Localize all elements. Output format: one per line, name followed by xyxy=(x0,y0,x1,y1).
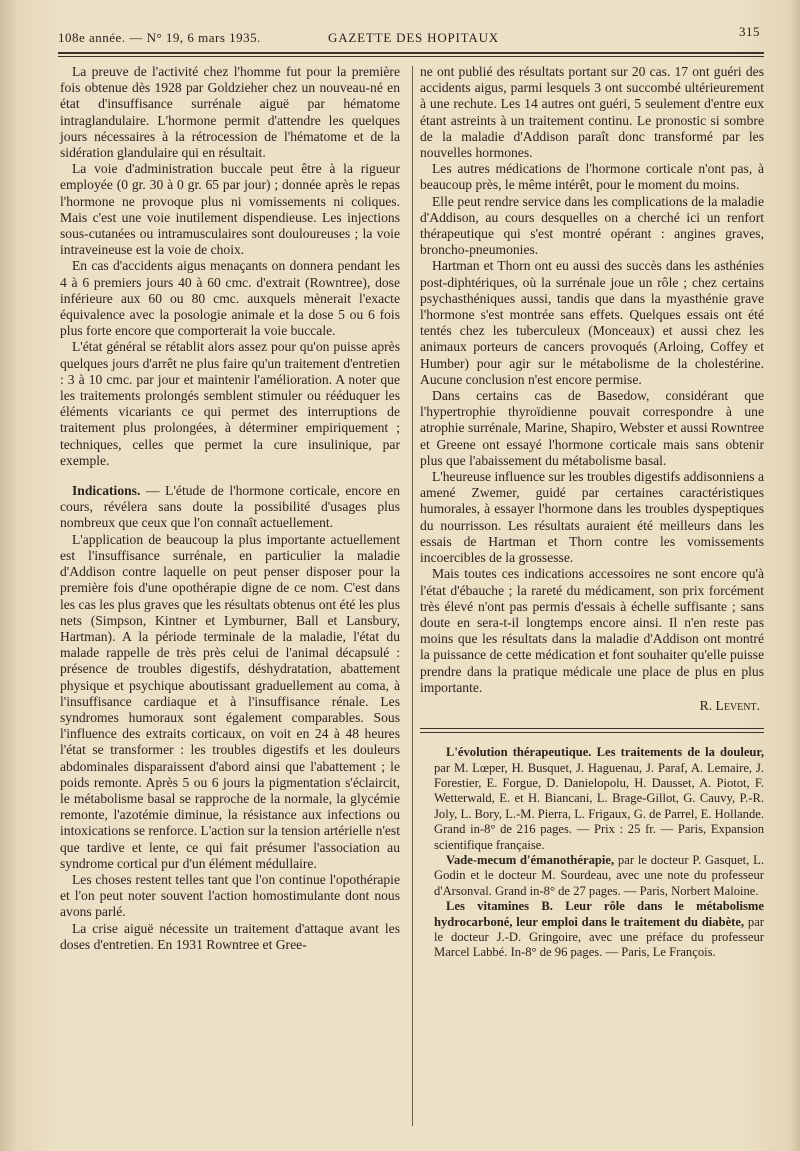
section-heading: Indications. xyxy=(72,483,141,499)
paragraph: Dans certains cas de Basedow, considérant que l'hypertrophie thyroïdienne pouvait correspondre à une atrophie surrénale, Marine, Shapiro, Webster et aussi Rowntree et Greene ont essayé l'hormone corticale mais sans obtenir plus que l'abaissement du métabolisme basal. xyxy=(420,388,764,468)
right-column xyxy=(420,64,764,961)
page-number: 315 xyxy=(739,24,760,39)
book-details: par le docteur J.-D. Gringoire, avec une préface du professeur Marcel Labbé. In-8° de 96 pages. — Paris, Le François. xyxy=(434,914,764,960)
bibliography-entry xyxy=(420,899,764,961)
paragraph: L'état général se rétablit alors assez pour qu'on puisse après quelques jours d'arrêt ne plus faire qu'un traitement d'entretien : 3 à 10 cmc. par jour et maintenir l'amélioration. A noter que les traitements prolongés semblent stimuler ou rééduquer les éléments vicariants ce qui permet des interruptions de traitement plus prolongées, à déterminer empiriquement ; techniques, celles que permet la cure insulinique, par exemple. xyxy=(60,339,400,468)
book-details: par M. Lœper, H. Busquet, J. Haguenau, J. Paraf, A. Lemaire, J. Forestier, E. Forgue, D. Danielopolu, H. Dausset, A. Piotot, F. Wetterwald, E. et H. Biancani, L. Brage-Gillot, G. Cauvy, P.-R. Joly, L. Bory, L.-M. Pierra, L. Frigaux, G. de Parrel, E. Hollande. Grand in-8° de 216 pages. — Prix : 25 fr. — Paris, Expansion scientifique française. xyxy=(434,760,764,852)
paragraph: Hartman et Thorn ont eu aussi des succès dans les asthénies post-diphtériques, où la surrénale joue un rôle ; chez certains psychasthéniques aussi, tandis que dans la myasthénie grave l'hormone s'est montrée sans effets. Quelques essais ont été tentés chez les tuberculeux (Monceaux) et aussi chez les animaux porteurs de cancers provoqués (Arloing, Coffey et Humber) pour agir sur le métabolisme de la cholestérine. Aucune conclusion n'est encore permise. xyxy=(420,258,764,387)
paragraph: En cas d'accidents aigus menaçants on donnera pendant les 4 à 6 premiers jours 40 à 60 cmc. d'extrait (Rowntree), dose inférieure aux 60 ou 80 cmc. auxquels mènerait l'exacte équivalence avec la posologie animale et la dose 5 ou 6 fois plus forte encore que comporterait la voie buccale. xyxy=(60,258,400,339)
paragraph: L'heureuse influence sur les troubles digestifs addisonniens a amené Zwemer, guidé par certaines caractéristiques humorales, à essayer l'hormone dans les troubles dyspeptiques du nourrisson. Les résultats auraient été meilleurs dans les essais de Hartman et Thorn contre les vomissements incoercibles de la grossesse. xyxy=(420,469,765,566)
paragraph: Mais toutes ces indications accessoires ne sont encore qu'à l'état d'ébauche ; la rareté du médicament, son prix forcément très élevé n'ont pas permis d'essais à échelle suffisante ; sans doute en sera-t-il longtemps encore ainsi. Il n'en reste pas moins que les résultats dans la maladie d'Addison ont montré la puissance de cette médication et font souhaiter qu'elle puisse prendre dans la pratique médicale une place de plus en plus importante. xyxy=(420,566,764,695)
bibliography-entry xyxy=(420,853,764,899)
paragraph-text: — L'étude de l'hormone corticale, encore en cours, révélera sans doute la possibilité d'usages plus nombreux que ceux que l'on connaît actuellement. xyxy=(60,483,400,531)
bibliography-entry xyxy=(420,745,764,853)
paragraph: Les choses restent telles tant que l'on continue l'opothérapie et l'on peut noter souvent l'action homostimulante dont nous avons parlé. xyxy=(60,871,400,920)
paragraph-indications xyxy=(60,483,400,532)
header-rule xyxy=(58,52,764,54)
book-title: Vade-mecum d'émanothérapie, xyxy=(446,852,615,867)
book-title: Les vitamines B. Leur rôle dans le métabolisme hydrocarboné, leur emploi dans le traitement du diabète, xyxy=(434,899,764,929)
author-signature: R. Levent. xyxy=(699,697,760,713)
journal-title: GAZETTE DES HOPITAUX xyxy=(328,30,499,45)
paragraph: Elle peut rendre service dans les complications de la maladie d'Addison, au cours desquelles on a cherché ici un renfort thérapeutique qui s'est montré opérant : angines graves, broncho-pneumonies. xyxy=(420,193,764,258)
left-column xyxy=(60,64,400,953)
header-rule-thin xyxy=(58,56,764,57)
paragraph: Les autres médications de l'hormone corticale n'ont pas, à beaucoup près, le même intérêt, pour le moment du moins. xyxy=(420,161,764,193)
column-divider xyxy=(412,66,413,1126)
paragraph: La preuve de l'activité chez l'homme fut pour la première fois obtenue dès 1928 par Goldzieher chez un nouveau-né en état d'insuffisance surrénale aiguë par hématome intraglandulaire. L'hormone permit d'attendre les quelques jours nécessaires à la rétrocession de l'hématome et de la sidération glandulaire qui en résultait. xyxy=(60,64,400,161)
paragraph: L'application de beaucoup la plus importante actuellement est l'insuffisance surrénale, en particulier la maladie d'Addison contre laquelle on peut penser disposer pour la première fois d'une opothérapie digne de ce nom. C'est dans les cas les plus graves que les résultats obtenus ont été les plus nets (Simpson, Kintner et Lymburner, Ball et Lansbury, Hartman). A la période terminale de la maladie, l'état du malade rappelle de très près celui de l'animal décapsulé : présence de troubles digestifs, déshydratation, abattement physique et psychique aboutissant graduellement au coma, à l'insuffisance cardiaque et à l'insuffisance rénale. Les syndromes humoraux sont également comparables. Sous l'influence des extraits corticaux, on voit en 24 à 48 heures l'état se transformer : les troubles digestifs et les douleurs abdominales disparaissent d'abord ainsi que l'abattement ; le poids remonte. Après 5 ou 6 jours la pigmentation s'éclaircit, le métabolisme basal se rapproche de la normale, la glycémie remonte, l'azotémie diminue, la résistance aux infections ou intoxications se renforce. L'action sur la tension artérielle n'est que tardive et lente, ce qui fait présumer l'association au syndrome cortical pur d'un élément médullaire. xyxy=(60,531,400,871)
issue-info: 108e année. — N° 19, 6 mars 1935. xyxy=(58,30,261,45)
page-header xyxy=(58,24,760,48)
paragraph: ne ont publié des résultats portant sur 20 cas. 17 ont guéri des accidents aigus, parmi lesquels 3 ont succombé ultérieurement à une rechute. Les 14 autres ont guéri, 5 seulement d'entre eux étant astreints à un traitement continu. Le pronostic si sombre de la maladie d'Addison paraît donc transformé par les nouvelles hormones. xyxy=(420,64,764,161)
book-title: L'évolution thérapeutique. Les traitements de la douleur, xyxy=(446,745,764,760)
bibliography-rule-thin xyxy=(420,732,764,733)
paragraph: La crise aiguë nécessite un traitement d'attaque avant les doses d'entretien. En 1931 Rowntree et Gree- xyxy=(60,920,400,952)
book-details: par le docteur P. Gasquet, L. Godin et le docteur M. Sourdeau, avec une note du professeur d'Arsonval. Grand in-8° de 27 pages. — Paris, Norbert Maloine. xyxy=(434,852,764,898)
bibliography-rule xyxy=(420,728,764,729)
paragraph: La voie d'administration buccale peut être à la rigueur employée (0 gr. 30 à 0 gr. 65 par jour) ; donnée après le repas l'hormone ne provoque plus ni vomissements ni coliques. Mais c'est une voie inutilement dispendieuse. Les injections sous-cutanées ou intramusculaires sont douloureuses ; la voie intraveineuse est la voie de choix. xyxy=(60,161,400,258)
